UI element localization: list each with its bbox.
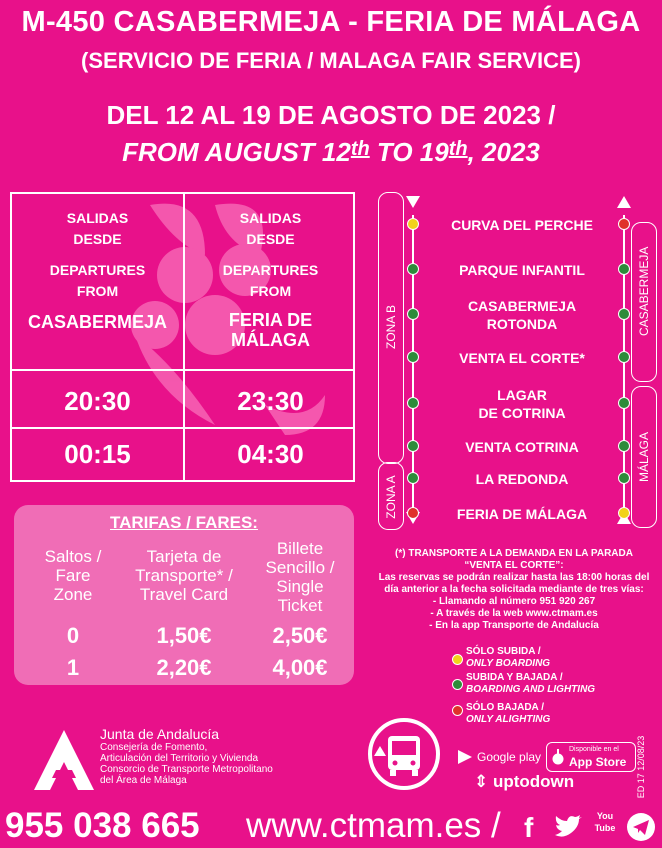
divider xyxy=(12,427,353,429)
stop-dot xyxy=(618,397,630,409)
stop-dot xyxy=(407,472,419,484)
on-demand-note: (*) TRANSPORTE A LA DEMANDA EN LA PARADA “VENTA EL CORTE”: Las reservas se podrán realizar hasta las 18:00 horas del día anterior a la fecha solicitada mediante de tres vías: - Llamando al número 951 920 267 - A través de la web www.ctmam.es - En la app Transporte de Andalucía xyxy=(378,548,650,631)
stop-name: CASABERMEJA ROTONDA xyxy=(467,298,577,332)
phone-number[interactable]: 955 038 665 xyxy=(5,806,200,845)
stop-dot xyxy=(407,263,419,275)
stop-name: VENTA EL CORTE* xyxy=(459,350,585,366)
side-label-malaga: MÁLAGA xyxy=(637,432,651,483)
facebook-icon[interactable]: f xyxy=(524,812,534,843)
stop-name: LA REDONDA xyxy=(475,471,569,487)
fares-title: TARIFAS / FARES: xyxy=(110,513,258,532)
divider xyxy=(12,369,353,371)
fare-zone: 1 xyxy=(66,655,80,680)
legend-only-alighting: SÓLO BAJADA / ONLY ALIGHTING xyxy=(466,702,551,725)
junta-andalucia-logo-icon xyxy=(32,728,96,792)
stop-dot xyxy=(407,397,419,409)
schedule-table xyxy=(10,192,355,482)
departures-header-casabermeja: SALIDAS DESDE DEPARTURES FROM CASABERMEJA xyxy=(27,210,168,332)
uptodown-link[interactable]: ⇕ uptodown xyxy=(474,772,575,791)
legend-dot-red xyxy=(452,705,463,716)
uptodown-icon: ⇕ xyxy=(474,772,493,791)
legend-boarding-alighting: SUBIDA Y BAJADA / BOARDING AND LIGHTING xyxy=(466,672,596,695)
fare-header-zone: Saltos / Fare Zone xyxy=(44,547,102,604)
stop-name: LAGAR DE COTRINA xyxy=(478,387,566,421)
stop-name: FERIA DE MÁLAGA xyxy=(456,506,588,522)
departures-header-feria: SALIDAS DESDE DEPARTURES FROM FERIA DE MÁLAGA xyxy=(222,210,319,350)
junta-andalucia-block: Junta de Andalucía Consejería de Fomento, Articulación del Territorio y Vivienda Consorcio de Transporte Metropolitano del Área de Málaga xyxy=(100,726,273,786)
subtitle: (SERVICIO DE FERIA / MALAGA FAIR SERVICE) xyxy=(81,48,581,73)
google-play-badge[interactable]: Google play xyxy=(455,744,543,770)
dates-spanish: DEL 12 AL 19 DE AGOSTO DE 2023 / xyxy=(106,100,556,130)
fare-zone: 0 xyxy=(66,623,80,648)
stop-dot xyxy=(618,440,630,452)
stop-dot xyxy=(618,308,630,320)
time-cell: 00:15 xyxy=(64,439,131,469)
apple-icon xyxy=(551,749,565,765)
stop-dot-boarding xyxy=(618,507,630,519)
fare-ticket: 4,00€ xyxy=(272,655,328,680)
fare-card: 1,50€ xyxy=(156,623,212,648)
google-play-icon xyxy=(457,749,473,765)
legend-dot-green xyxy=(452,679,463,690)
telegram-icon[interactable] xyxy=(626,812,656,842)
fare-ticket: 2,50€ xyxy=(272,623,328,648)
stop-dot-alighting xyxy=(407,507,419,519)
twitter-icon[interactable] xyxy=(553,815,583,841)
side-label-casabermeja: CASABERMEJA xyxy=(637,246,651,336)
stop-dot xyxy=(407,351,419,363)
stop-dot xyxy=(407,308,419,320)
time-cell: 04:30 xyxy=(237,439,304,469)
arrow-up-icon xyxy=(617,196,631,210)
stop-dot xyxy=(618,263,630,275)
legend-only-boarding: SÓLO SUBIDA / ONLY BOARDING xyxy=(466,646,551,669)
stop-name: PARQUE INFANTIL xyxy=(459,262,585,278)
fare-card: 2,20€ xyxy=(156,655,212,680)
fares-box xyxy=(14,505,354,685)
zone-a-label: ZONA A xyxy=(384,475,398,519)
title: M-450 CASABERMEJA - FERIA DE MÁLAGA xyxy=(21,6,641,38)
zone-b-label: ZONA B xyxy=(384,305,398,350)
website-link[interactable]: www.ctmam.es / xyxy=(246,806,501,845)
time-cell: 20:30 xyxy=(64,386,131,416)
youtube-icon[interactable]: You Tube xyxy=(594,811,616,833)
app-store-badge[interactable]: Disponible en el App Store xyxy=(546,742,636,772)
dates-english: FROM AUGUST 12th TO 19th, 2023 xyxy=(122,137,540,167)
edition-label: ED 17 12/08/23 xyxy=(636,735,646,799)
arrow-down-icon xyxy=(406,196,420,210)
stop-dot xyxy=(618,351,630,363)
legend-dot-yellow xyxy=(452,654,463,665)
fare-header-ticket: Billete Sencillo / Single Ticket xyxy=(265,539,335,615)
stop-dot-boarding xyxy=(407,218,419,230)
fare-header-card: Tarjeta de Transporte* / Travel Card xyxy=(135,547,233,604)
stop-name: CURVA DEL PERCHE xyxy=(451,217,593,233)
stop-dot-alighting xyxy=(618,218,630,230)
stop-dot xyxy=(618,472,630,484)
bus-icon xyxy=(366,716,442,792)
time-cell: 23:30 xyxy=(237,386,304,416)
stop-dot xyxy=(407,440,419,452)
stop-name: VENTA COTRINA xyxy=(465,439,579,455)
